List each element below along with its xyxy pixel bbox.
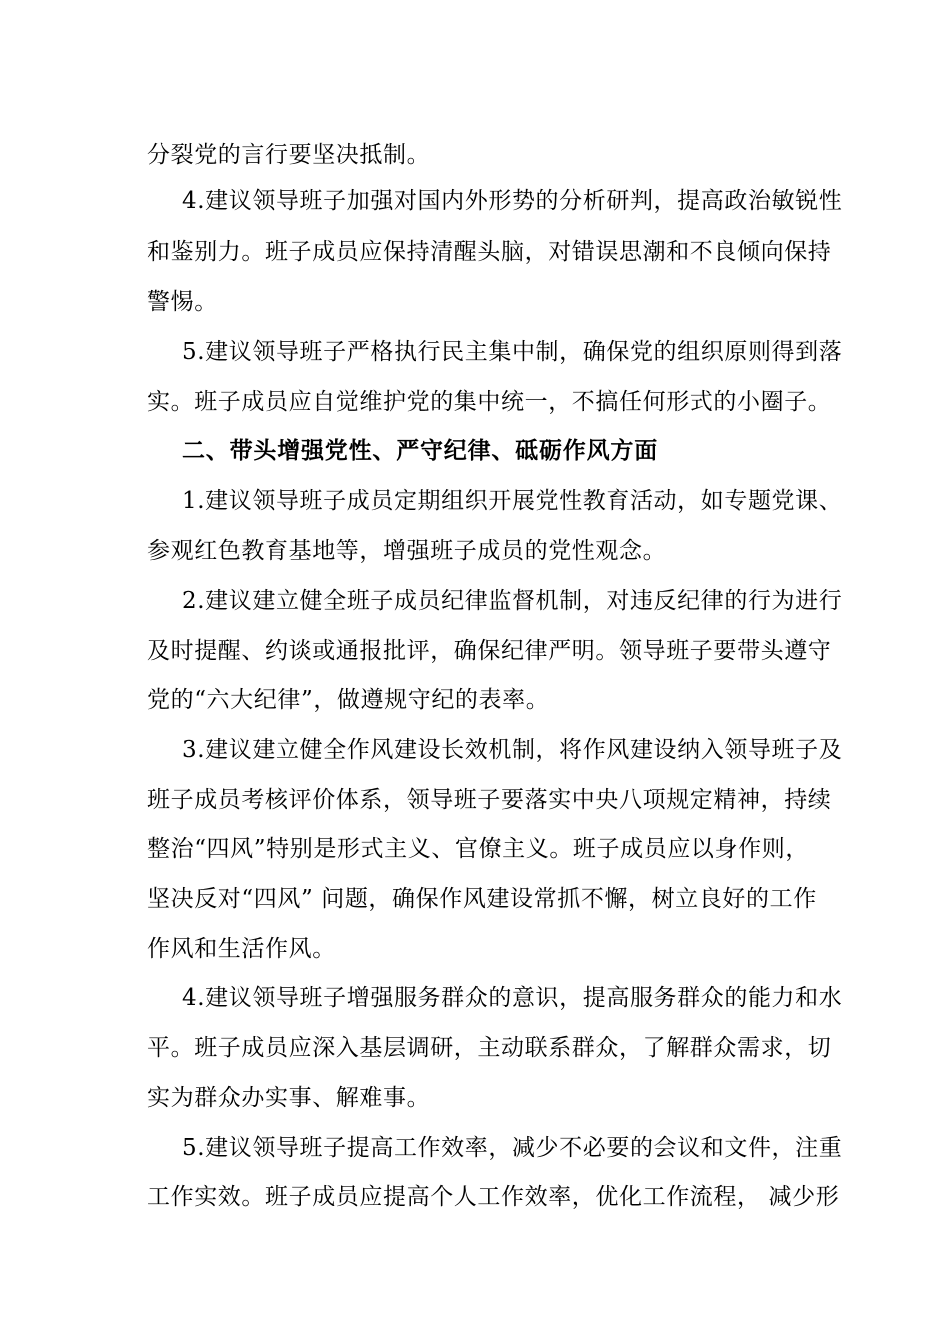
paragraph-line: 3.建议建立健全作风建设长效机制，将作风建设纳入领导班子及: [182, 737, 843, 763]
paragraph-line: 1.建议领导班子成员定期组织开展党性教育活动，如专题党课、: [182, 488, 843, 514]
paragraph-line: 坚决反对“四风” 问题，确保作风建设常抓不懈，树立良好的工作: [147, 886, 817, 912]
paragraph-line: 实为群众办实事、解难事。: [147, 1085, 431, 1111]
paragraph-line: 党的“六大纪律”，做遵规守纪的表率。: [147, 687, 550, 713]
paragraph-line: 4.建议领导班子增强服务群众的意识，提高服务群众的能力和水: [182, 985, 843, 1011]
paragraph-line: 警惕。: [147, 289, 218, 315]
paragraph-line: 及时提醒、约谈或通报批评，确保纪律严明。领导班子要带头遵守: [147, 638, 832, 664]
paragraph-line: 和鉴别力。班子成员应保持清醒头脑，对错误思潮和不良倾向保持: [147, 239, 832, 265]
paragraph-line: 整治“四风”特别是形式主义、官僚主义。班子成员应以身作则，: [147, 836, 809, 862]
paragraph-line: 班子成员考核评价体系，领导班子要落实中央八项规定精神，持续: [147, 787, 832, 813]
paragraph-line: 5.建议领导班子提高工作效率，减少不必要的会议和文件，注重: [182, 1135, 843, 1161]
paragraph-line: 平。班子成员应深入基层调研，主动联系群众，了解群众需求，切: [147, 1035, 832, 1061]
paragraph-line: 4.建议领导班子加强对国内外形势的分析研判，提高政治敏锐性: [182, 188, 843, 214]
paragraph-line: 参观红色教育基地等，增强班子成员的党性观念。: [147, 538, 667, 564]
paragraph-line: 2.建议建立健全班子成员纪律监督机制，对违反纪律的行为进行: [182, 588, 843, 614]
section-heading: 二、带头增强党性、严守纪律、砥砺作风方面: [182, 438, 658, 464]
paragraph-line: 作风和生活作风。: [147, 936, 336, 962]
paragraph-line: 工作实效。班子成员应提高个人工作效率，优化工作流程， 减少形: [147, 1184, 840, 1210]
paragraph-line: 分裂党的言行要坚决抵制。: [147, 142, 431, 168]
paragraph-line: 5.建议领导班子严格执行民主集中制，确保党的组织原则得到落: [182, 339, 843, 365]
paragraph-line: 实。班子成员应自觉维护党的集中统一，不搞任何形式的小圈子。: [147, 389, 832, 415]
